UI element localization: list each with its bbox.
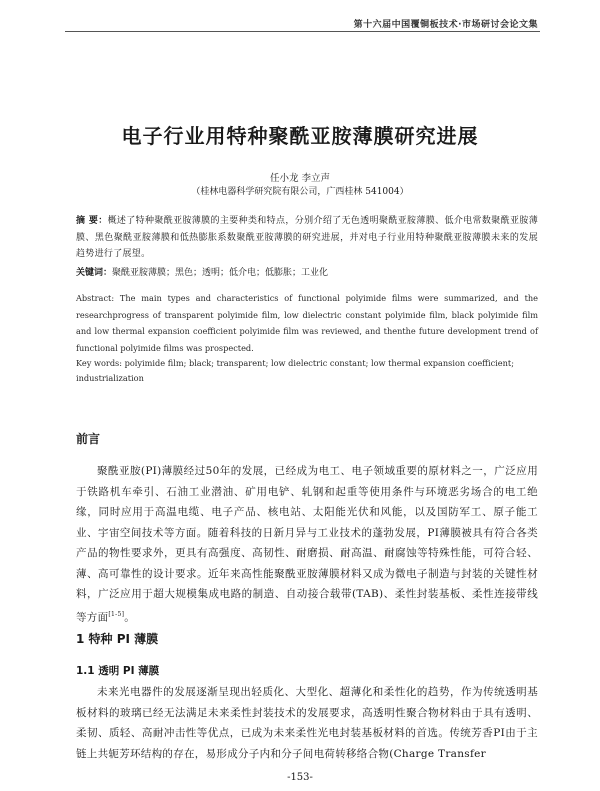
preface-paragraph <box>76 461 538 628</box>
keywords-cn-label: 关键词： <box>76 268 113 278</box>
author-list: 任小龙 李立声 <box>269 173 331 184</box>
preface-end: 。 <box>124 611 136 623</box>
paper-title: 电子行业用特种聚酰亚胺薄膜研究进展 <box>121 124 479 148</box>
keywords-english <box>76 356 538 386</box>
citation-ref: [1-5] <box>108 610 125 618</box>
abstract-en-label: Abstract: <box>76 293 115 303</box>
keywords-en-label: Key words: <box>76 358 123 368</box>
keywords-chinese <box>76 266 538 281</box>
subsection-heading-1-1: 1.1 透明 PI 薄膜 <box>76 665 160 677</box>
abstract-english <box>76 290 538 356</box>
keywords-cn-text: 聚酰亚胺薄膜；黑色；透明；低介电；低膨胀；工业化 <box>112 268 329 278</box>
abstract-en-text: The main types and characteristics of functional polyimide films were summarized, and the researchprogress of transparent polyimide film, low dielectric constant polyimide film, black polyimide film and low thermal expansion coefficient polyimide film was reviewed, and thenthe future development trend of functional polyimide films was prospected. <box>76 293 539 353</box>
page-number: -153- <box>287 772 313 783</box>
running-header: 第十六届中国覆铜板技术·市场研讨会论文集 <box>353 20 538 30</box>
abstract-cn-label: 摘 要： <box>76 216 108 226</box>
header-rule <box>65 31 540 32</box>
affiliation: （桂林电器科学研究院有限公司，广西桂林 541004） <box>191 187 409 197</box>
abstract-chinese <box>76 213 538 263</box>
section-heading-1: 1 特种 PI 薄膜 <box>76 632 159 646</box>
preface-text: 聚酰亚胺(PI)薄膜经过50年的发展，已经成为电工、电子领域重要的原材料之一，广泛应用于铁路机车牵引、石油工业潜油、矿用电铲、轧钢和起重等使用条件与环境恶劣场合的电工绝缘，同时应用于高温电缆、电子产品、核电站、太阳能光伏和风能，以及国防军工、原子能工业、宇宙空间技术等方面。随着科技的日新月异与工业技术的蓬勃发展，PI薄膜被具有符合各类产品的物性要求外，更具有高强度、高韧性、耐磨损、耐高温、耐腐蚀等特殊性能，可符合轻、薄、高可靠性的设计要求。近年来高性能聚酰亚胺薄膜材料又成为微电子制造与封装的关键性材料，广泛应用于超大规模集成电路的制造、自动接合载带(TAB)、柔性封装基板、柔性连接带线等方面 <box>76 465 538 623</box>
section-heading-preface: 前言 <box>76 432 101 446</box>
abstract-cn-text: 概述了特种聚酰亚胺薄膜的主要种类和特点，分别介绍了无色透明聚酰亚胺薄膜、低介电常数聚酰亚胺薄膜、黑色聚酰亚胺薄膜和低热膨胀系数聚酰亚胺薄膜的研究进展，并对电子行业用特种聚酰亚胺薄膜未来的发展趋势进行了展望。 <box>76 216 538 259</box>
keywords-en-text: polyimide film; black; transparent; low dielectric constant; low thermal expansion coefficient; industrialization <box>76 358 514 383</box>
subsection-1-1-paragraph: 未来光电器件的发展逐渐呈现出轻质化、大型化、超薄化和柔性化的趋势，作为传统透明基板材料的玻璃已经无法满足未来柔性封装技术的发展要求，高透明性聚合物材料由于具有透明、柔韧、质轻、高耐冲击性等优点，已成为未来柔性光电封装基板材料的首选。传统芳香PI由于主链上共轭芳环结构的存在，易形成分子内和分子间电荷转移络合物(Charge Transfer <box>76 686 538 760</box>
